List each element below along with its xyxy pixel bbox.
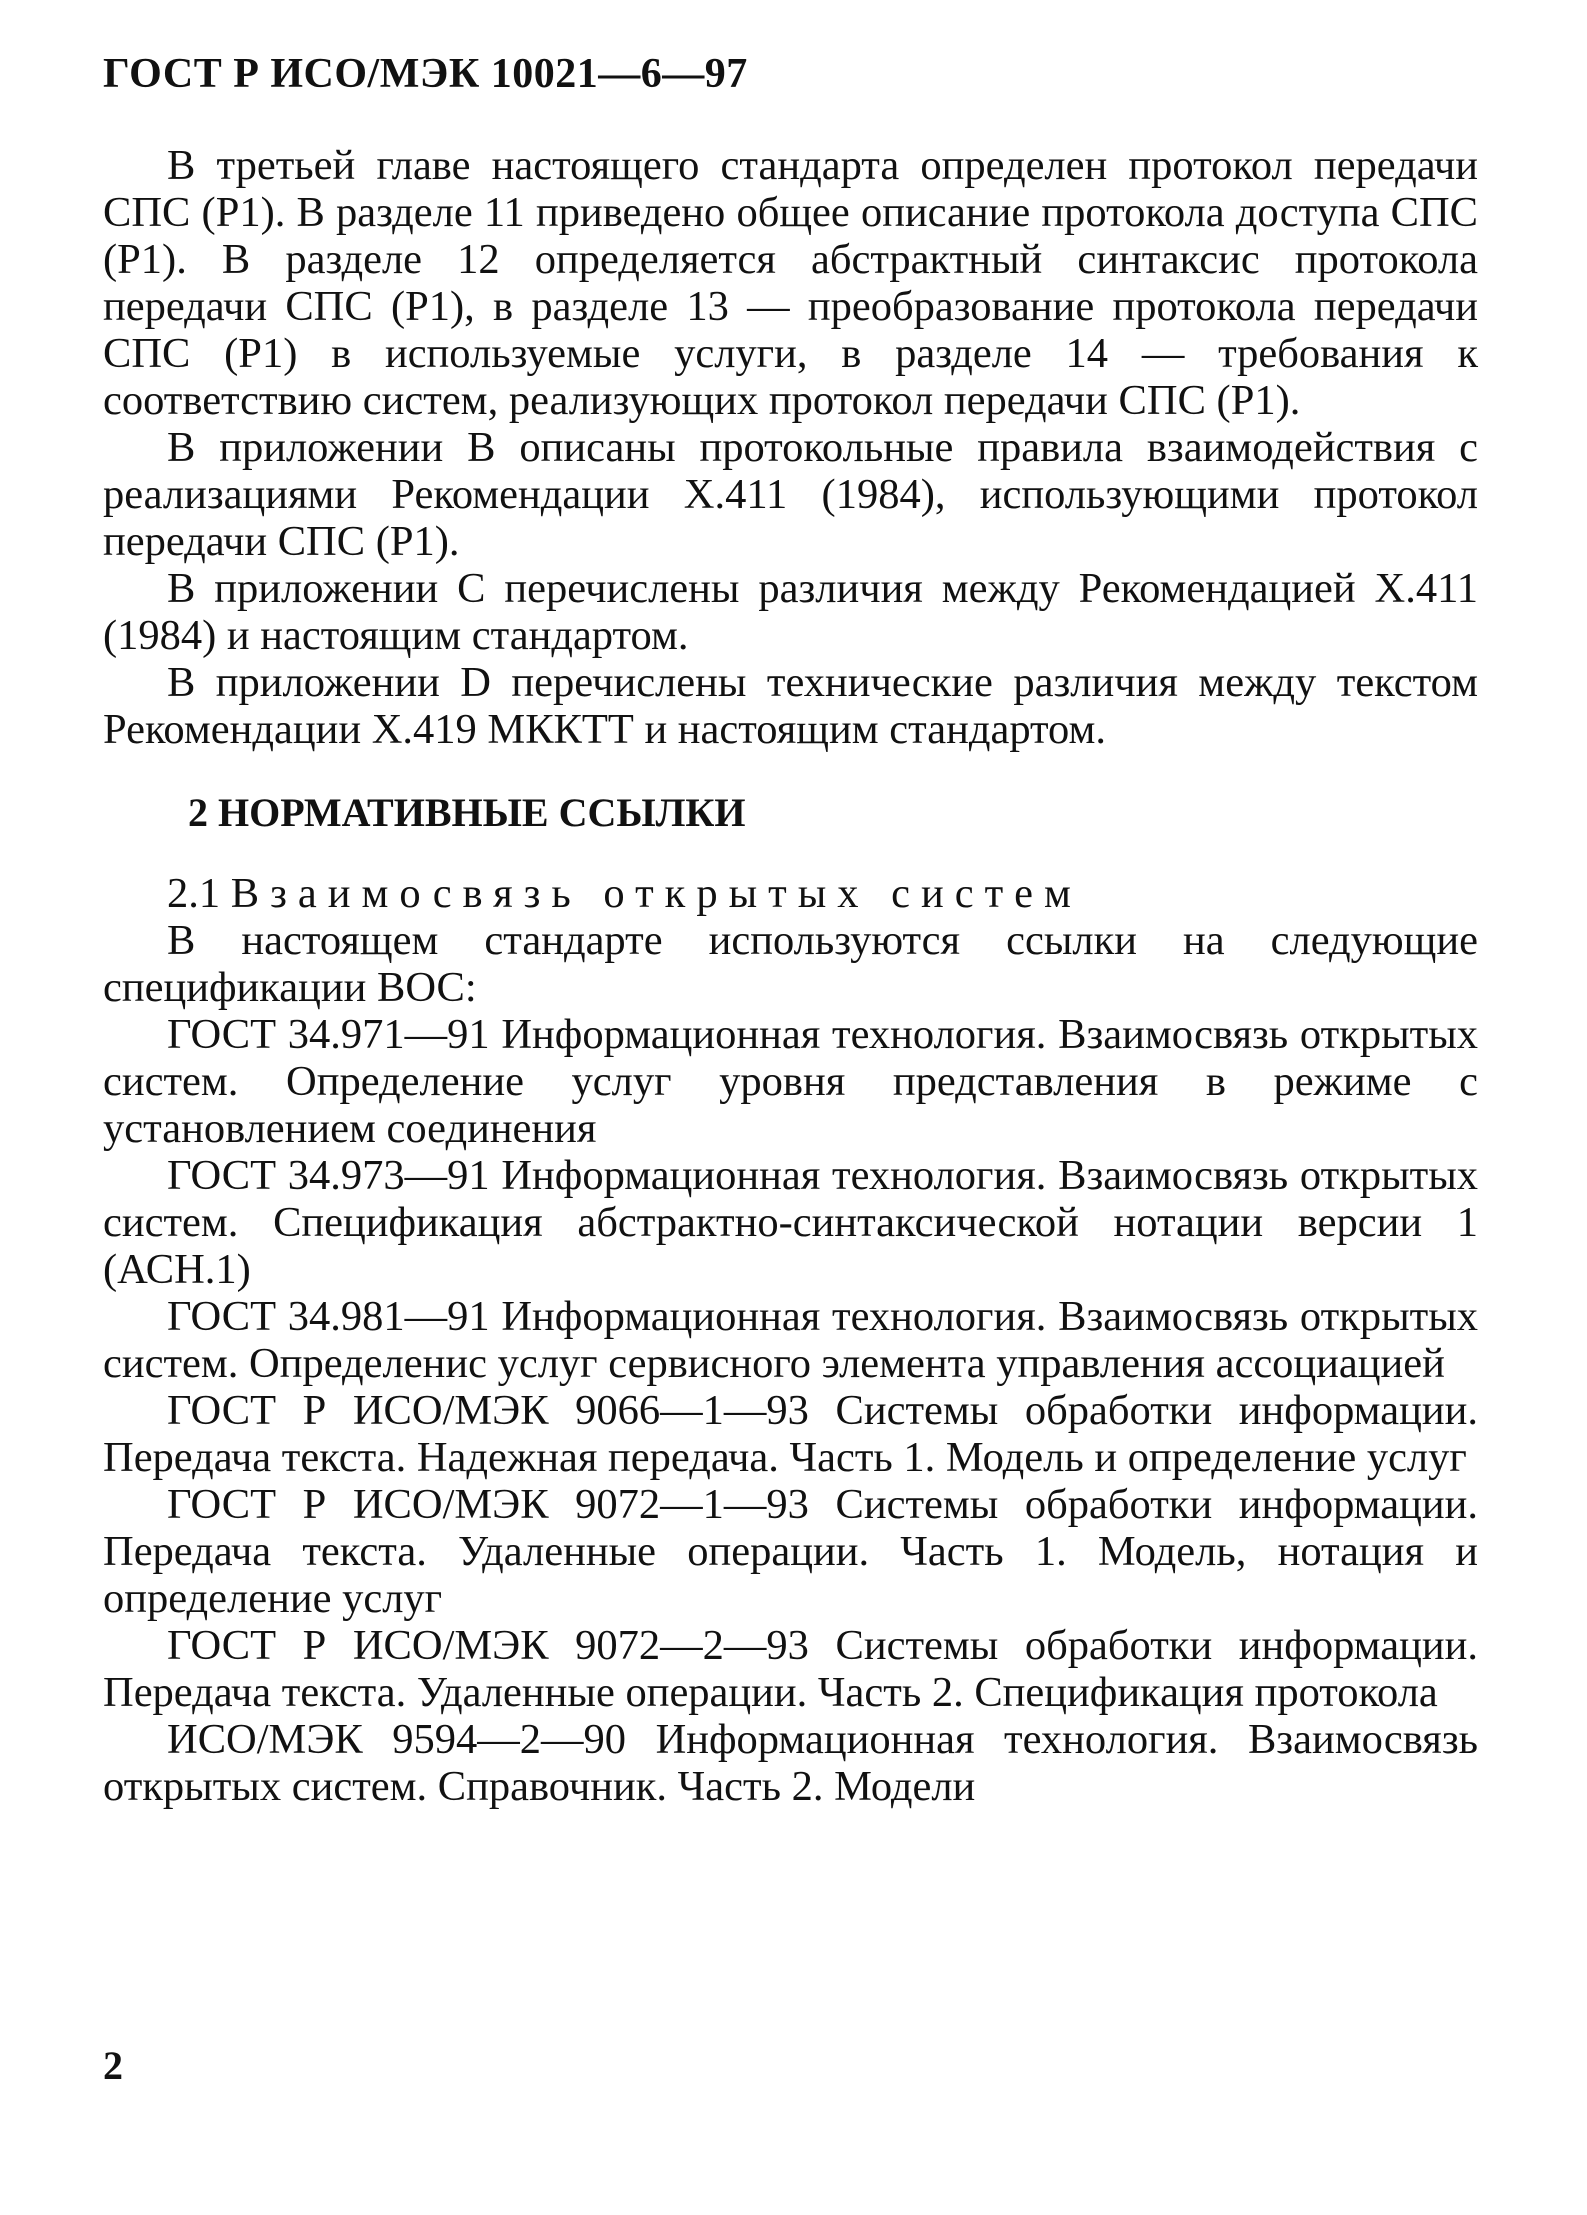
page-number: 2 [103, 2043, 123, 2088]
reference-entry: ГОСТ 34.973—91 Информационная технология. Взаимосвязь открытых систем. Спецификация абстрактно-синтаксической нотации версии 1 (АСН.1) [103, 1152, 1478, 1293]
references-lead-in: В настоящем стандарте используются ссылки на следующие спецификации ВОС: [103, 917, 1478, 1011]
subsection-heading [103, 870, 1478, 917]
reference-entry: ГОСТ Р ИСО/МЭК 9072—1—93 Системы обработки информации. Передача текста. Удаленные операции. Часть 1. Модель, нотация и определение услуг [103, 1481, 1478, 1622]
subsection-number: 2.1 [167, 870, 221, 917]
intro-paragraph-annex-c: В приложении С перечислены различия между Рекомендацией X.411 (1984) и настоящим стандартом. [103, 565, 1478, 659]
reference-entry: ГОСТ Р ИСО/МЭК 9072—2—93 Системы обработки информации. Передача текста. Удаленные операции. Часть 2. Спецификация протокола [103, 1622, 1478, 1716]
section-heading: 2 НОРМАТИВНЫЕ ССЫЛКИ [188, 790, 746, 835]
reference-entry: ГОСТ 34.981—91 Информационная технология. Взаимосвязь открытых систем. Определенис услуг сервисного элемента управления ассоциацией [103, 1293, 1478, 1387]
intro-paragraph-chapter-three: В третьей главе настоящего стандарта определен протокол передачи СПС (Р1). В разделе 11 приведено общее описание протокола доступа СПС (Р1). В разделе 12 определяется абстрактный синтаксис протокола передачи СПС (Р1), в разделе 13 — преобразование протокола передачи СПС (Р1) в используемые услуги, в разделе 14 — требования к соответствию систем, реализующих протокол передачи СПС (Р1). [103, 142, 1478, 424]
intro-paragraph-annex-d: В приложении D перечислены технические различия между текстом Рекомендации X.419 МККТТ и настоящим стандартом. [103, 659, 1478, 753]
page-body [103, 142, 1478, 1810]
subsection-title: Взаимосвязь открытых систем [230, 870, 1082, 917]
intro-paragraph-annex-b: В приложении В описаны протокольные правила взаимодействия с реализациями Рекомендации X.411 (1984), использующими протокол передачи СПС (Р1). [103, 424, 1478, 565]
reference-entry: ГОСТ Р ИСО/МЭК 9066—1—93 Системы обработки информации. Передача текста. Надежная передача. Часть 1. Модель и определение услуг [103, 1387, 1478, 1481]
reference-entry: ИСО/МЭК 9594—2—90 Информационная технология. Взаимосвязь открытых систем. Справочник. Часть 2. Модели [103, 1716, 1478, 1810]
running-header: ГОСТ Р ИСО/МЭК 10021—6—97 [103, 51, 748, 97]
reference-entry: ГОСТ 34.971—91 Информационная технология. Взаимосвязь открытых систем. Определение услуг уровня представления в режиме с установлением соединения [103, 1011, 1478, 1152]
